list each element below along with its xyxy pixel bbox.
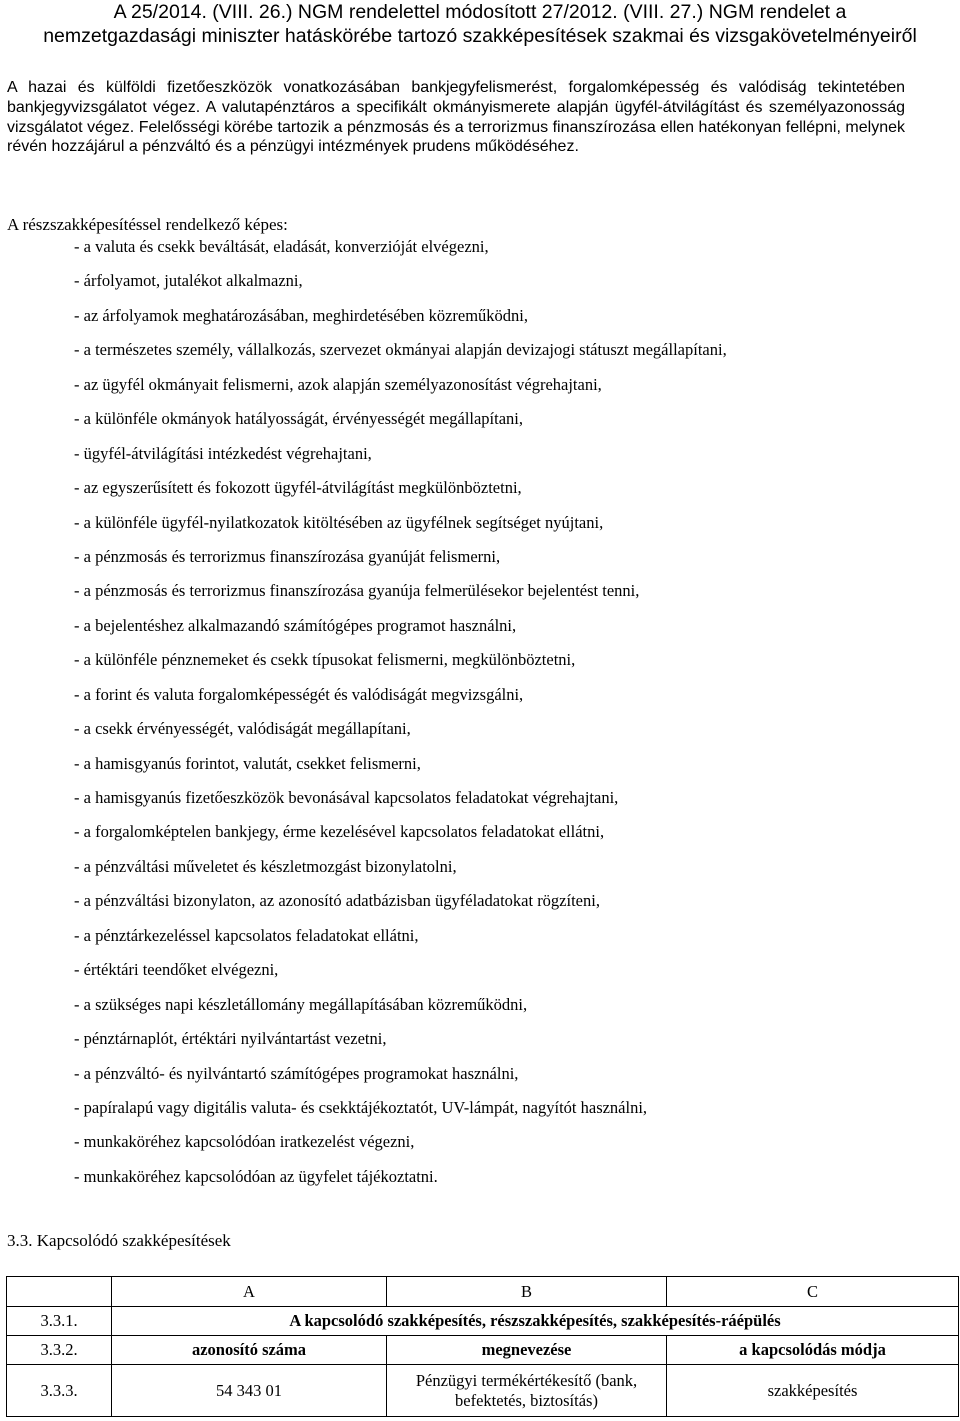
list-item: - az ügyfél okmányait felismerni, azok alapján személyazonosítást végrehajtani, — [74, 374, 602, 394]
list-item: - a pénztárkezeléssel kapcsolatos feladatokat ellátni, — [74, 925, 419, 945]
cell-relation: szakképesítés — [667, 1365, 959, 1417]
list-item: - a pénzváltási műveletet és készletmozgást bizonylatolni, — [74, 856, 457, 876]
table-row — [7, 1307, 959, 1336]
list-item: - a hamisgyanús forintot, valutát, csekket felismerni, — [74, 753, 421, 773]
list-item: - a csekk érvényességét, valódiságát megállapítani, — [74, 719, 411, 739]
column-header-a: A — [112, 1277, 387, 1307]
list-item: - ügyfél-átvilágítási intézkedést végrehajtani, — [74, 443, 372, 463]
list-item: - a bejelentéshez alkalmazandó számítógépes programot használni, — [74, 615, 517, 635]
list-item: - a különféle okmányok hatályosságát, érvényességét megállapítani, — [74, 409, 524, 429]
table-header-row — [7, 1277, 959, 1307]
list-item: - a pénzváltó- és nyilvántartó számítógépes programokat használni, — [74, 1063, 519, 1083]
table-cell-empty — [7, 1277, 112, 1307]
heading-relation: a kapcsolódás módja — [667, 1336, 959, 1365]
list-item: - a szükséges napi készletállomány megállapításában közreműködni, — [74, 994, 528, 1014]
heading-name: megnevezése — [387, 1336, 667, 1365]
list-item: - munkaköréhez kapcsolódóan iratkezelést végezni, — [74, 1132, 415, 1152]
list-item: - a különféle pénznemeket és csekk típusokat felismerni, megkülönböztetni, — [74, 650, 576, 670]
table-row — [7, 1336, 959, 1365]
list-item: - a forgalomképtelen bankjegy, érme kezelésével kapcsolatos feladatokat ellátni, — [74, 822, 605, 842]
header-line-1: A 25/2014. (VIII. 26.) NGM rendelettel módosított 27/2012. (VIII. 27.) NGM rendelet a — [113, 1, 847, 23]
row-number: 3.3.1. — [7, 1307, 112, 1336]
row-number: 3.3.3. — [7, 1365, 112, 1417]
related-qualifications-table — [6, 1276, 959, 1417]
cell-identifier: 54 343 01 — [112, 1365, 387, 1417]
list-item: - a pénzmosás és terrorizmus finanszírozása gyanúja felmerülésekor bejelentést tenni, — [74, 581, 640, 601]
list-item: - pénztárnaplót, értéktári nyilvántartást vezetni, — [74, 1029, 387, 1049]
table-caption-cell: A kapcsolódó szakképesítés, részszakképesítés, szakképesítés-ráépülés — [112, 1307, 959, 1336]
list-item: - értéktári teendőket elvégezni, — [74, 960, 279, 980]
cell-name: Pénzügyi termékértékesítő (bank, befektetés, biztosítás) — [387, 1365, 667, 1417]
column-header-b: B — [387, 1277, 667, 1307]
row-number: 3.3.2. — [7, 1336, 112, 1365]
heading-identifier: azonosító száma — [112, 1336, 387, 1365]
capabilities-list — [74, 236, 727, 1200]
list-item: - az egyszerűsített és fokozott ügyfél-átvilágítást megkülönböztetni, — [74, 478, 522, 498]
document-header — [0, 0, 960, 48]
list-item: - a forint és valuta forgalomképességét és valódiságát megvizsgálni, — [74, 684, 524, 704]
list-item: - a valuta és csekk beváltását, eladását, konverzióját elvégezni, — [74, 237, 489, 256]
list-item: - a különféle ügyfél-nyilatkozatok kitöltésében az ügyfélnek segítséget nyújtani, — [74, 512, 604, 532]
header-line-2: nemzetgazdasági miniszter hatáskörébe tartozó szakképesítések szakmai és vizsgakövetelményeiről — [43, 25, 917, 47]
list-item: - az árfolyamok meghatározásában, meghirdetésében közreműködni, — [74, 305, 529, 325]
section-title: 3.3. Kapcsolódó szakképesítések — [7, 1231, 231, 1250]
column-header-c: C — [667, 1277, 959, 1307]
list-item: - árfolyamot, jutalékot alkalmazni, — [74, 271, 303, 291]
capabilities-title: A részszakképesítéssel rendelkező képes: — [7, 215, 288, 234]
list-item: - a természetes személy, vállalkozás, szervezet okmányai alapján devizajogi státuszt megállapítani, — [74, 340, 727, 360]
intro-paragraph: A hazai és külföldi fizetőeszközök vonatkozásában bankjegyfelismerést, forgalomképesség és valódiság tekintetében bankjegyvizsgálatot végez. A valutapénztáros a specifikált okmányismerete alapján ügyfél-átvilágítást és személyazonosság vizsgálatot végez. Felelősségi körébe tartozik a pénzmosás és a terrorizmus finanszírozása ellen hatékonyan fellépni, melynek révén hozzájárul a pénzváltó és a pénzügyi intézmények prudens működéséhez. — [7, 79, 905, 156]
list-item: - a pénzváltási bizonylaton, az azonosító adatbázisban ügyféladatokat rögzíteni, — [74, 891, 600, 911]
list-item: - a pénzmosás és terrorizmus finanszírozása gyanúját felismerni, — [74, 546, 501, 566]
list-item: - a hamisgyanús fizetőeszközök bevonásával kapcsolatos feladatokat végrehajtani, — [74, 788, 619, 807]
list-item: - munkaköréhez kapcsolódóan az ügyfelet tájékoztatni. — [74, 1166, 438, 1186]
list-item: - papíralapú vagy digitális valuta- és csekktájékoztatót, UV-lámpát, nagyítót használni, — [74, 1097, 648, 1117]
table-row — [7, 1365, 959, 1417]
